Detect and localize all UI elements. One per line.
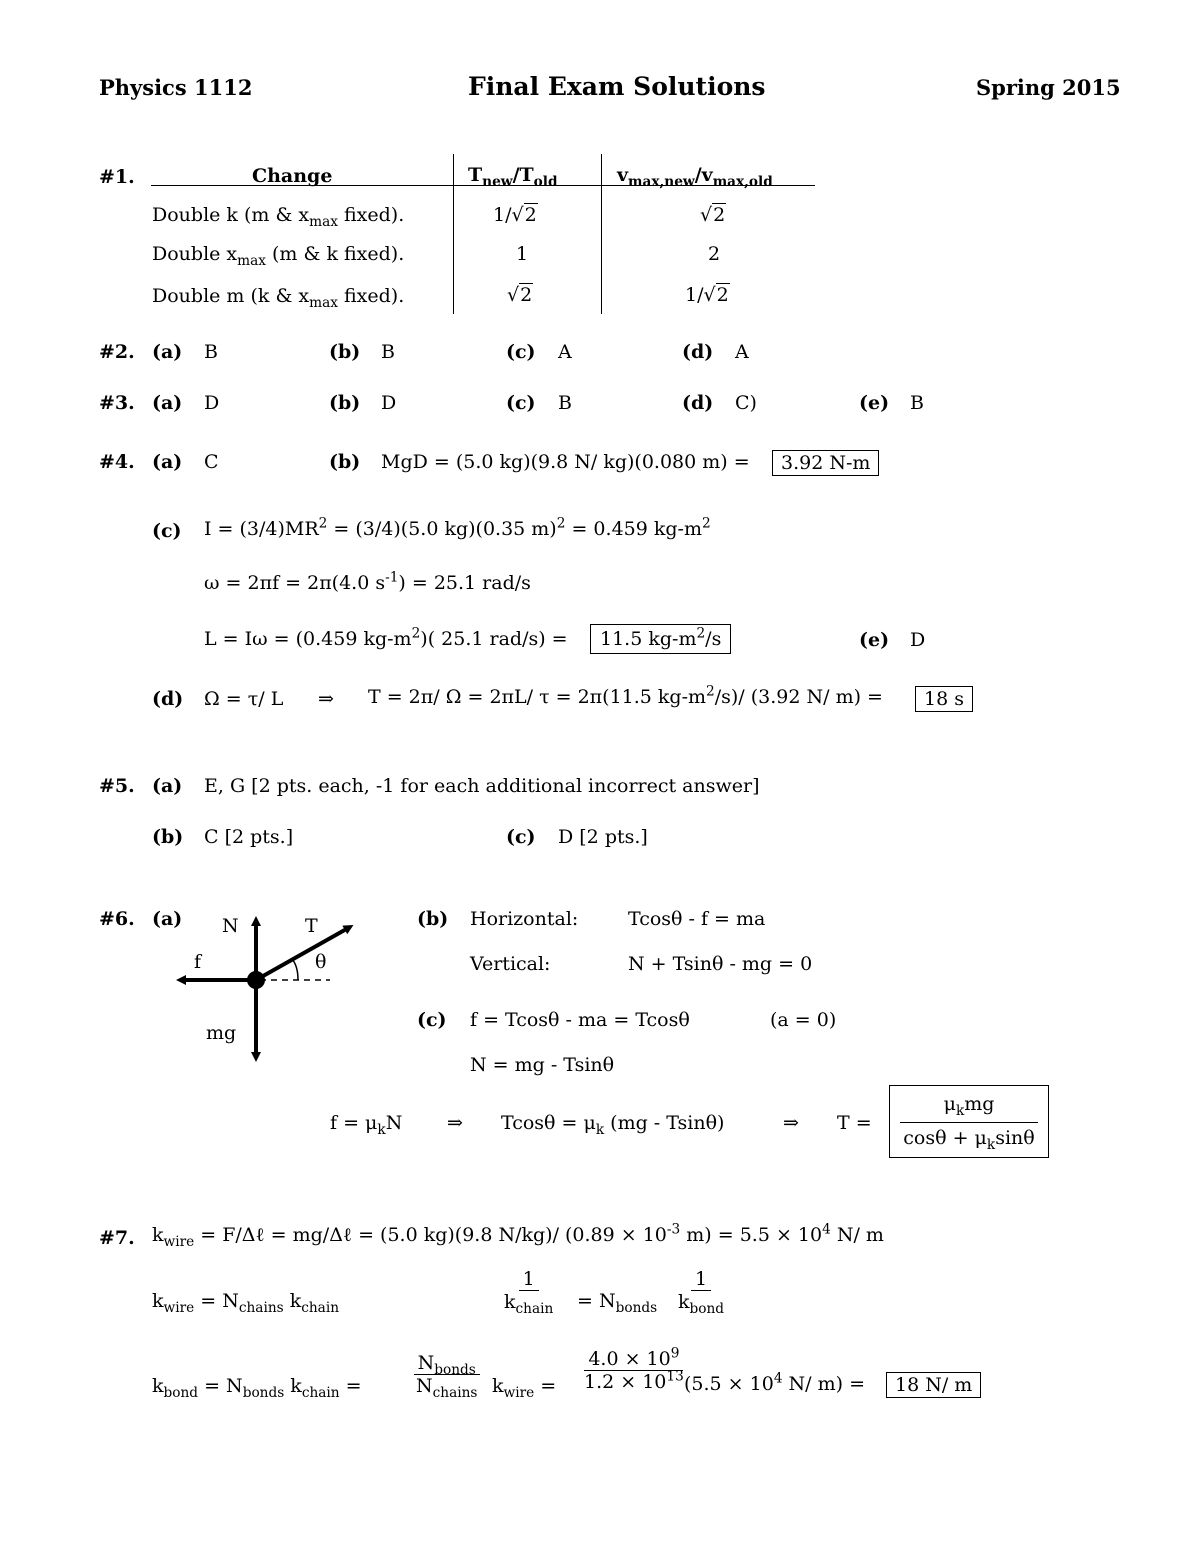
q3-a-answer: D [204, 392, 220, 414]
q4-e-label: (e) [859, 629, 890, 651]
q3-c-label: (c) [506, 392, 536, 414]
q1-row1-velocity: √2 [700, 204, 726, 226]
q3-c-answer: B [558, 392, 572, 414]
q7-number-fraction: $\frac{4.0 \times 10^9}{1.2 \times 10^{13}}$ [584, 1345, 684, 1393]
course-label: Physics 1112 [99, 75, 253, 100]
q6-number: #6. [99, 908, 135, 930]
q7-chain-fraction: $\frac{1}{k_{chain}}$ [504, 1268, 554, 1317]
q6-c-normal-equation: N = mg - Tsinθ [470, 1054, 615, 1076]
q1-row3-velocity: 1/√2 [685, 284, 729, 306]
q2-b-answer: B [381, 341, 395, 363]
q5-c-answer: D [2 pts.] [558, 826, 648, 848]
q1-row2-velocity: 2 [708, 243, 721, 265]
q1-row1-change: Double k (m & $x_{max}$ fixed). [152, 204, 405, 230]
q6-c-acceleration-note: (a = 0) [770, 1009, 837, 1031]
q6-b-vertical-equation: N + Tsinθ - mg = 0 [628, 953, 813, 975]
q4-c-answer-box: 11.5 $kg-m^2/s$ [590, 624, 731, 654]
q1-col-change: Change [252, 165, 333, 187]
q3-a-label: (a) [152, 392, 183, 414]
q6-b-label: (b) [417, 908, 449, 930]
q5-b-label: (b) [152, 826, 184, 848]
q5-number: #5. [99, 775, 135, 797]
q4-c-label: (c) [152, 520, 182, 542]
q4-d-implies-arrow: ⇒ [318, 688, 334, 710]
q4-number: #4. [99, 451, 135, 473]
q2-a-label: (a) [152, 341, 183, 363]
q6-c-answer-box [889, 1085, 1049, 1158]
q7-bond-stiffness: $k_{bond} = N_{bonds}$ $k_{chain}$ = [152, 1375, 362, 1401]
q3-e-label: (e) [859, 392, 890, 414]
q7-number: #7. [99, 1227, 135, 1249]
q2-a-answer: B [204, 341, 218, 363]
q7-bonds-relation: = $N_{bonds}$ [577, 1290, 658, 1316]
q4-c-moment-of-inertia: $I = (3/4)MR^2 = (3/4)(5.0$ kg)(0.35 m)$^2$ = 0.459 $kg-m^2$ [204, 515, 711, 540]
q6-c-label: (c) [417, 1009, 447, 1031]
q3-number: #3. [99, 392, 135, 414]
q4-a-answer: C [204, 451, 219, 473]
fbd-label-theta: θ [315, 951, 327, 973]
q5-a-label: (a) [152, 775, 183, 797]
fbd-label-normal: N [222, 915, 239, 937]
q4-d-answer-box: 18 s [915, 686, 973, 712]
q6-b-vertical-label: Vertical: [470, 953, 551, 975]
q2-c-label: (c) [506, 341, 536, 363]
q6-a-label: (a) [152, 908, 183, 930]
q6-c-kinetic-friction: $f = \mu_kN$ [330, 1112, 403, 1138]
q7-wire-stiffness: $k_{wire}$ = F/Δℓ = mg/Δℓ = (5.0 kg)(9.8 N/kg)/ ($0.89 \times 10^{-3}$ $m) = 5.5 \times 10^4$ N/ m [152, 1221, 884, 1250]
fbd-label-weight: mg [206, 1022, 237, 1044]
q3-b-label: (b) [329, 392, 361, 414]
q4-b-answer-box: 3.92 N-m [772, 450, 879, 476]
q6-b-horizontal-equation: Tcosθ - f = ma [628, 908, 766, 930]
page-title: Final Exam Solutions [468, 72, 766, 101]
q1-row2-change: Double $x_{max}$ (m & k fixed). [152, 243, 405, 269]
q6-c-implies-arrow-1: ⇒ [447, 1112, 463, 1134]
q7-bond-fraction: $\frac{1}{k_{bond}}$ [678, 1268, 725, 1317]
q4-b-label: (b) [329, 451, 361, 473]
q1-row2-period: 1 [516, 243, 529, 265]
angle-arc [292, 959, 298, 980]
q3-b-answer: D [381, 392, 397, 414]
tension-denominator: $\cos\theta + \mu_k\sin\theta$ [903, 1127, 1035, 1153]
fraction-bar [900, 1122, 1038, 1123]
free-body-diagram [160, 900, 380, 1075]
q5-a-answer: E, G [2 pts. each, -1 for each additional incorrect answer] [204, 775, 760, 797]
q4-d-label: (d) [152, 688, 184, 710]
q6-c-friction-equation: f = Tcosθ - ma = Tcosθ [470, 1009, 690, 1031]
q5-b-answer: C [2 pts.] [204, 826, 294, 848]
q1-row3-change: Double m (k & $x_{max}$ fixed). [152, 285, 405, 311]
fbd-label-friction: f [194, 951, 202, 973]
fbd-label-tension: T [305, 915, 318, 937]
q5-c-label: (c) [506, 826, 536, 848]
q6-b-horizontal-label: Horizontal: [470, 908, 579, 930]
q1-col-velocity-ratio: $v_{max,new}/v_{max,old}$ [617, 164, 773, 190]
term-label: Spring 2015 [976, 75, 1121, 100]
q1-row1-period: 1/√2 [493, 204, 537, 226]
q7-ratio-fraction: $\frac{N_{bonds}}{N_{chains}}$ [412, 1352, 481, 1397]
body-point [247, 971, 265, 989]
q1-number: #1. [99, 166, 135, 188]
q1-column-divider-1 [453, 154, 454, 314]
q1-header-rule [151, 185, 815, 186]
q1-col-period-ratio: $T_{new}/T_{old}$ [468, 164, 558, 190]
q4-b-equation: MgD = (5.0 kg)(9.8 N/ kg)(0.080 m) = [381, 451, 750, 473]
q2-c-answer: A [558, 341, 572, 363]
q7-answer-box: 18 N/ m [886, 1372, 981, 1398]
q2-d-answer: A [735, 341, 749, 363]
q7-series-parallel: $k_{wire} = N_{chains}$ $k_{chain}$ [152, 1290, 340, 1316]
tension-numerator: $\mu_kmg$ [943, 1093, 995, 1119]
q2-b-label: (b) [329, 341, 361, 363]
q3-d-answer: C) [735, 392, 757, 414]
q4-d-period-equation: T = 2π/ Ω = 2πL/ τ = 2π(11.5 $kg-m^2/s)/$ (3.92 N/ m) = [368, 683, 883, 708]
q1-row3-period: √2 [507, 284, 533, 306]
q4-c-angular-velocity: ω = 2πf = 2π(4.0 $s^{-1}) = 25.1$ rad/s [204, 569, 531, 594]
q2-d-label: (d) [682, 341, 714, 363]
q6-c-implies-arrow-2: ⇒ [783, 1112, 799, 1134]
tension-arrow [256, 927, 350, 980]
q4-c-angular-momentum: L = Iω = (0.459 $kg-m^2$)( 25.1 rad/s) = [204, 625, 568, 650]
q4-a-label: (a) [152, 451, 183, 473]
q3-e-answer: B [910, 392, 924, 414]
q3-d-label: (d) [682, 392, 714, 414]
q4-d-precession: Ω = τ/ L [204, 688, 284, 710]
q7-wire-term: $k_{wire}$ = [492, 1375, 557, 1401]
q4-e-answer: D [910, 629, 926, 651]
q1-column-divider-2 [601, 154, 602, 314]
q6-c-tension-lhs: T = [837, 1112, 872, 1134]
q2-number: #2. [99, 341, 135, 363]
q7-final-product: ($5.5 \times 10^4$ N/ m) = [684, 1370, 866, 1395]
q6-c-substitution: $Tcos\theta = \mu_k$ (mg - Tsinθ) [501, 1112, 725, 1138]
